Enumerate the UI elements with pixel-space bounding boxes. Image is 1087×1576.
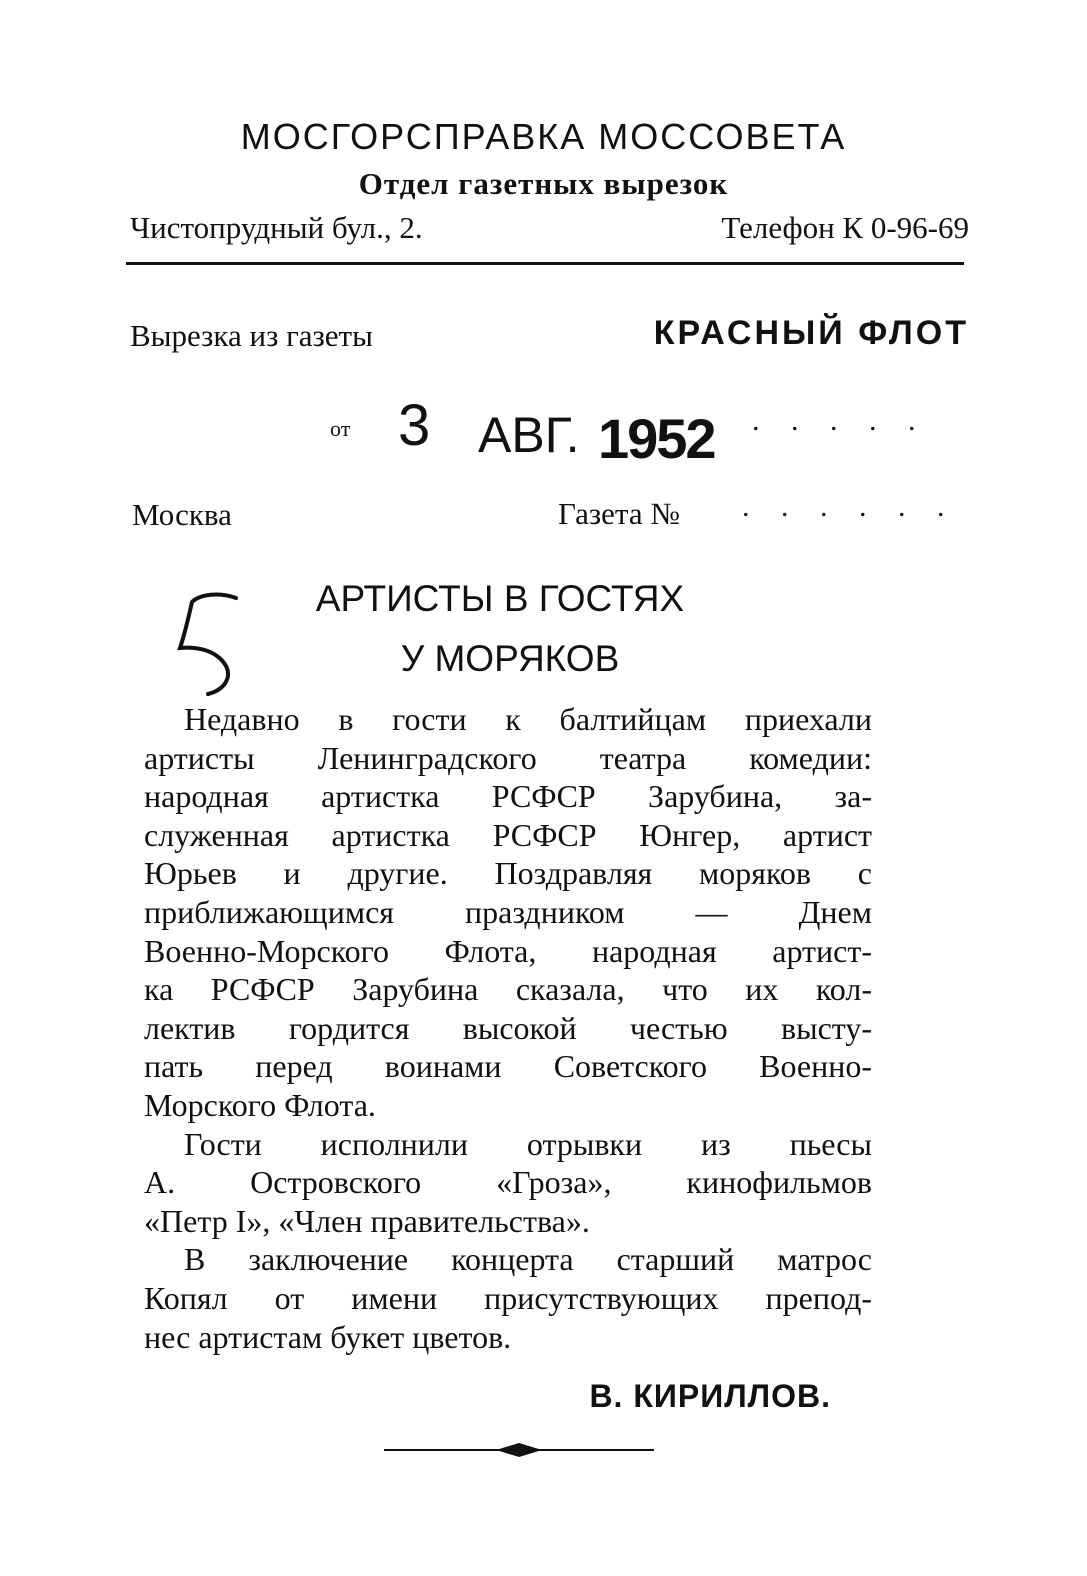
article-line: народная артистка РСФСР Зарубина, за- xyxy=(144,778,872,815)
header-phone: Телефон К 0-96-69 xyxy=(721,210,969,245)
article-line: ка РСФСР Зарубина сказала, что их кол- xyxy=(144,971,872,1008)
date-prefix: от xyxy=(330,416,351,441)
article-author: В. КИРИЛЛОВ. xyxy=(589,1378,831,1414)
ornament-divider-icon xyxy=(384,1440,654,1460)
article-line: лектив гордится высокой честью высту- xyxy=(144,1009,872,1046)
header-address: Чистопрудный бул., 2. xyxy=(130,210,423,245)
issue-label: Газета № xyxy=(558,496,680,531)
city: Москва xyxy=(132,497,232,532)
article-title-line1: АРТИСТЫ В ГОСТЯХ xyxy=(315,578,685,619)
article-line: Юрьев и другие. Поздравляя моряков с xyxy=(144,855,872,892)
article-line: артисты Ленинградского театра комедии: xyxy=(144,739,872,776)
header-org: МОСГОРСПРАВКА МОССОВЕТА xyxy=(240,116,847,157)
article-line: А. Островского «Гроза», кинофильмов xyxy=(144,1164,872,1201)
header-department: Отдел газетных вырезок xyxy=(358,166,729,201)
header-divider xyxy=(126,262,964,265)
article-line: служенная артистка РСФСР Юнгер, артист xyxy=(144,816,872,853)
date-stamp-month: АВГ. xyxy=(478,407,580,463)
article-line: нес артистам букет цветов. xyxy=(144,1318,512,1355)
article-line: Гости исполнили отрывки из пьесы xyxy=(184,1125,872,1162)
date-stamp-day: 3 xyxy=(398,393,431,458)
article-line: приближающимся праздником — Днем xyxy=(144,893,872,930)
article-line: Военно-Морского Флота, народная артист- xyxy=(144,932,872,969)
handwritten-mark-icon xyxy=(170,590,250,700)
article-title-line2: У МОРЯКОВ xyxy=(400,638,620,679)
date-dots: . . . . . xyxy=(752,404,928,437)
date-stamp-year: 1952 xyxy=(598,407,715,470)
article-line: Копял от имени присутствующих препод- xyxy=(144,1279,872,1316)
issue-dots: . . . . . . xyxy=(742,490,957,523)
article-line: Морского Флота. xyxy=(144,1086,376,1123)
article-line: «Петр I», «Член правительства». xyxy=(144,1202,590,1239)
article-line: В заключение концерта старший матрос xyxy=(184,1241,872,1278)
article-line: пать перед воинами Советского Военно- xyxy=(144,1048,872,1085)
newspaper-name: КРАСНЫЙ ФЛОТ xyxy=(653,314,969,352)
article-body xyxy=(144,700,872,1356)
clipping-label: Вырезка из газеты xyxy=(130,318,373,353)
article-line: Недавно в гости к балтийцам приехали xyxy=(184,701,872,737)
